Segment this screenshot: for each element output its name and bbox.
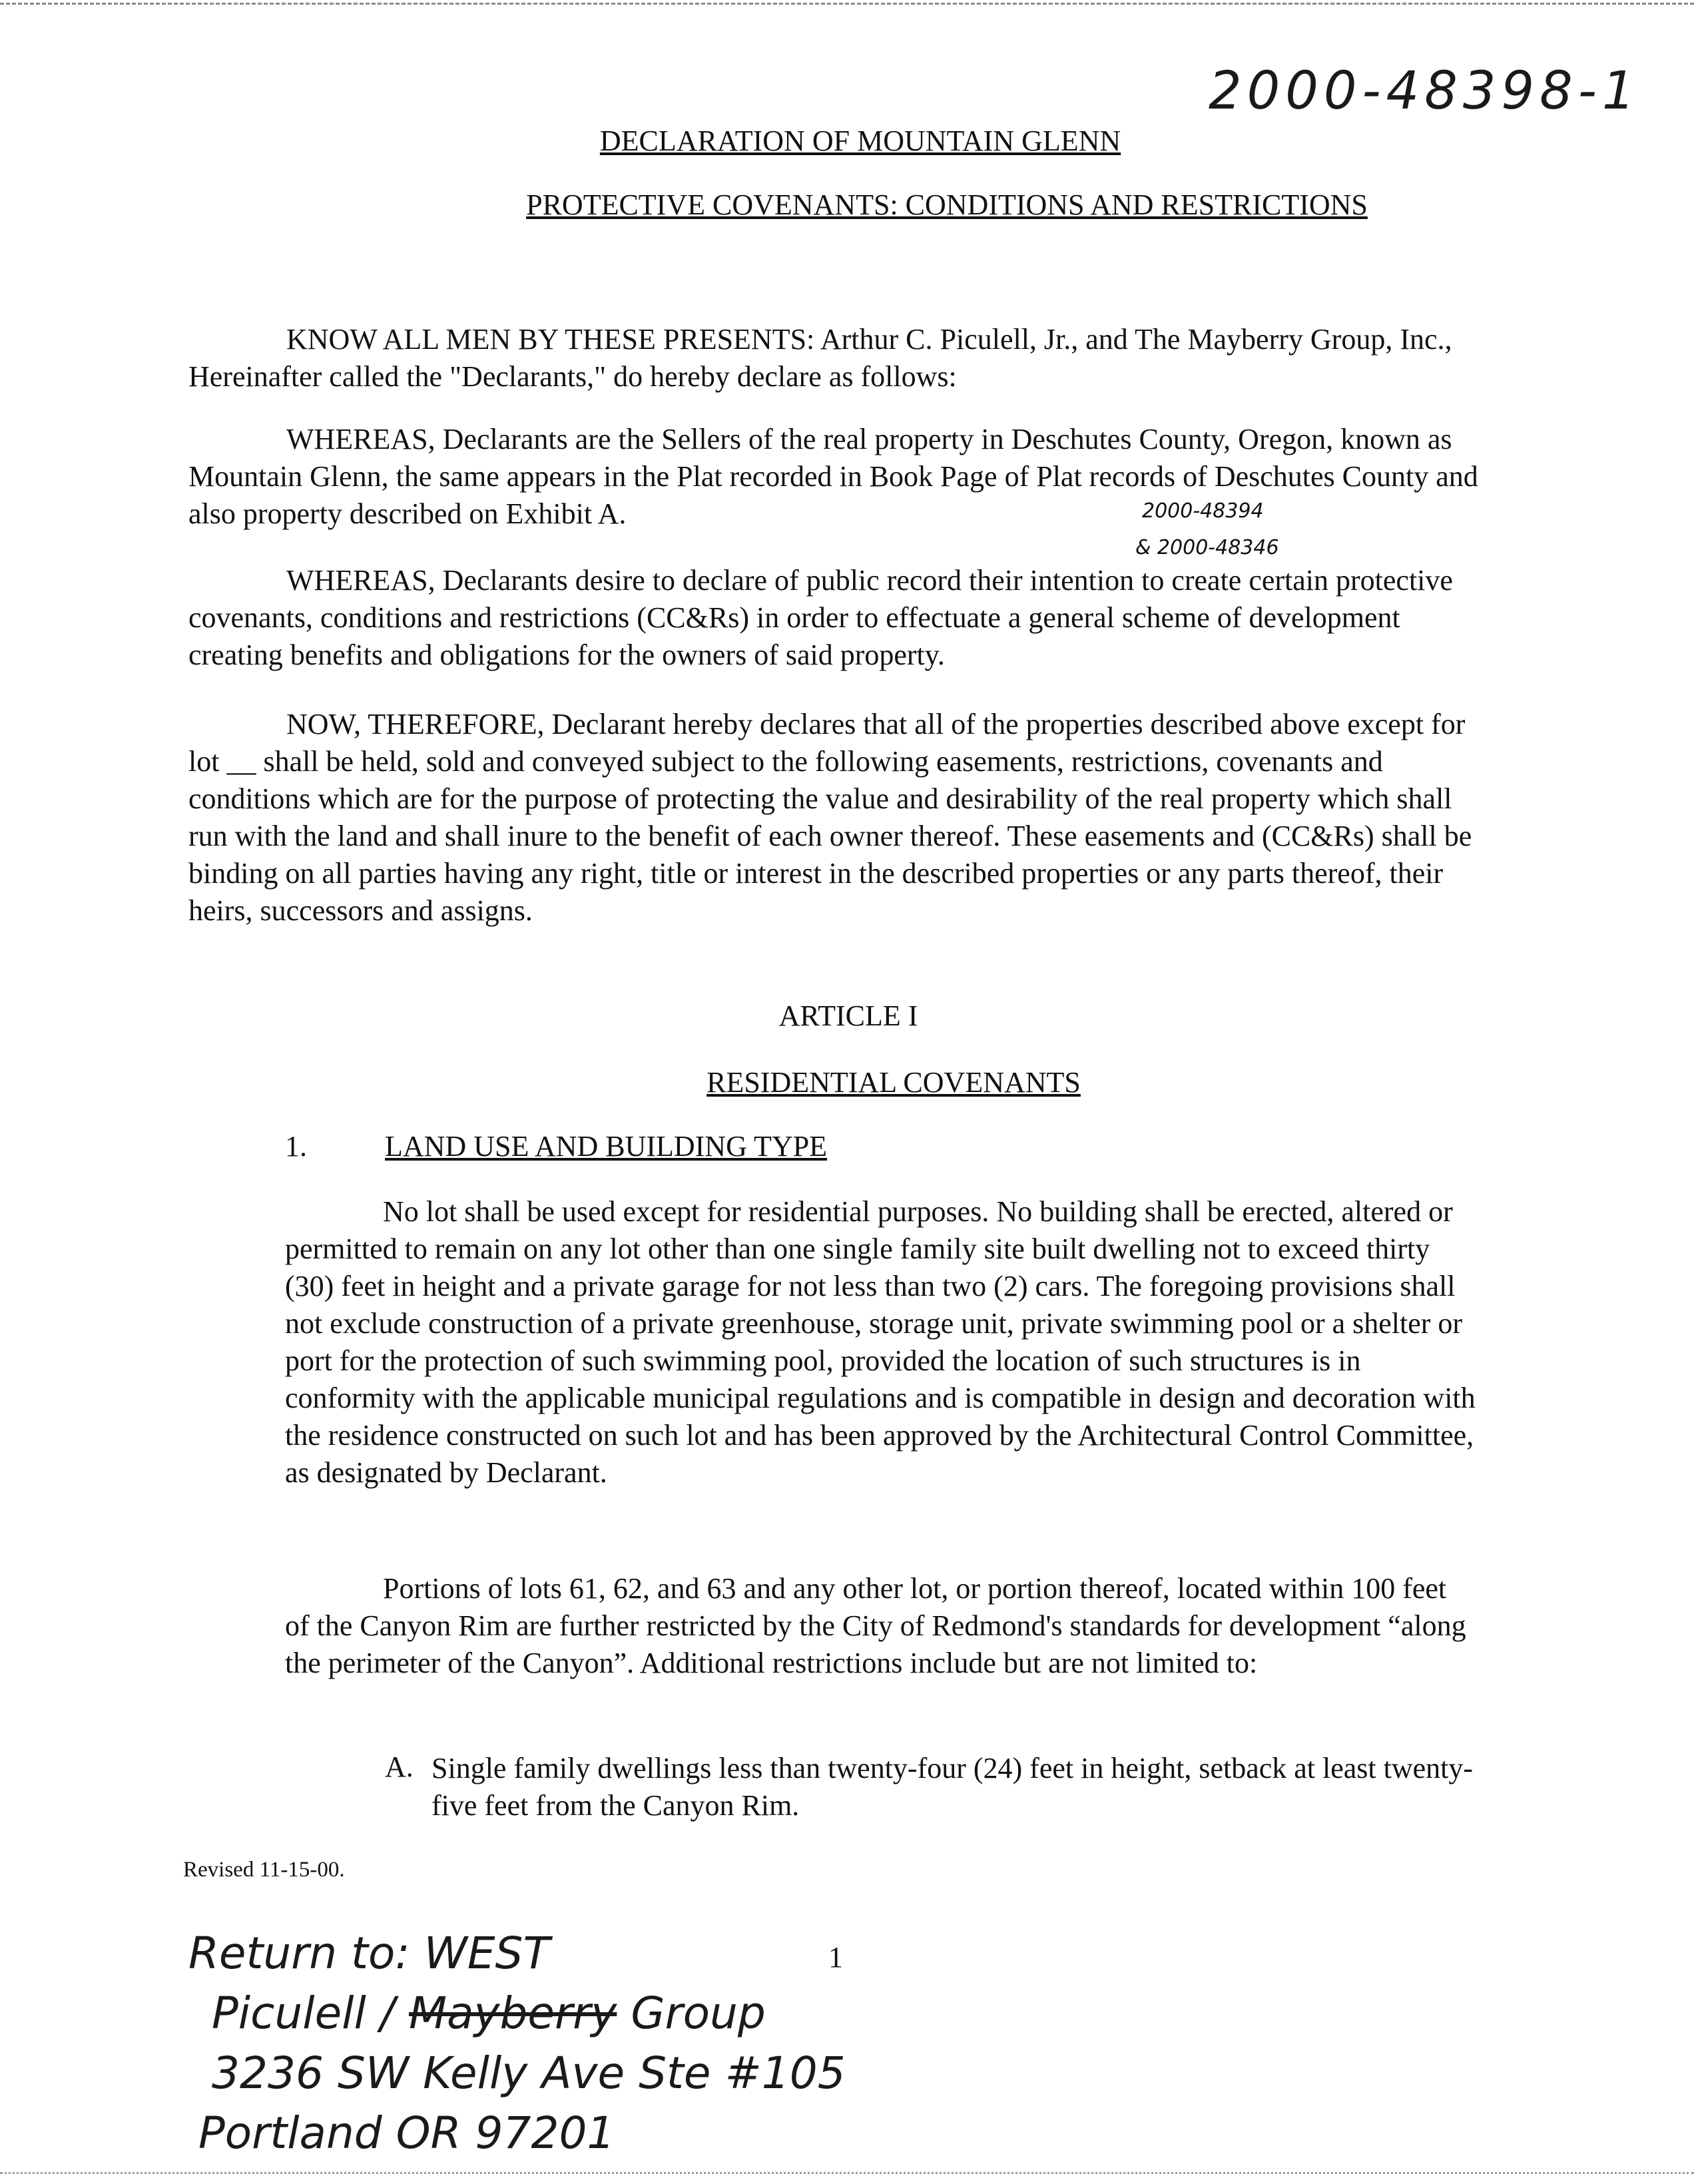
handwritten-exhibit-note-1: 2000-48394 bbox=[1142, 499, 1264, 523]
scan-edge-bottom bbox=[0, 2172, 1694, 2174]
whereas-paragraph-2: WHEREAS, Declarants desire to declare of public record their intention to create certain protective covenants, conditions and restrictions (CC&Rs) in order to effectuate a general scheme of development creating benefits and obligations for the owners of said property. bbox=[188, 564, 1453, 671]
intro-paragraph: KNOW ALL MEN BY THESE PRESENTS: Arthur C. Piculell, Jr., and The Mayberry Group, Inc., Hereinafter called the "Declarants," do hereby declare as follows: bbox=[188, 323, 1452, 393]
article-number: ARTICLE I bbox=[778, 999, 918, 1032]
struck-text: Mayberry bbox=[409, 1988, 617, 2039]
section-number: 1. bbox=[285, 1130, 307, 1163]
whereas-paragraph-1: WHEREAS, Declarants are the Sellers of the real property in Deschutes County, Oregon, known as Mountain Glenn, the same appears in the Plat recorded in Book Page of Plat records of Deschutes County and also property described on Exhibit A. bbox=[188, 423, 1478, 530]
land-use-paragraph: No lot shall be used except for residential purposes. No building shall be erected, altered or permitted to remain on any lot other than one single family site built dwelling not to exceed thirty (30) feet in height and a private garage for not less than two (2) cars. The foregoing provisions shall not exclude construction of a private greenhouse, storage unit, private swimming pool or a shelter or port for the protection of such swimming pool, provided the location of such structures is in conformity with the applicable municipal regulations and is compatible in design and decoration with the residence constructed on such lot and has been approved by the Architectural Control Committee, as designated by Declarant. bbox=[285, 1195, 1476, 1489]
handwritten-exhibit-note-2: & 2000-48346 bbox=[1135, 536, 1279, 559]
list-item: Single family dwellings less than twenty-four (24) feet in height, setback at least twenty-five feet from the Canyon Rim. bbox=[431, 1752, 1474, 1822]
scan-edge-top bbox=[0, 3, 1694, 5]
page-number: 1 bbox=[828, 1941, 843, 1974]
article-title: RESIDENTIAL COVENANTS bbox=[706, 1066, 1081, 1099]
handwritten-document-number: 2000-48398-1 bbox=[1209, 61, 1641, 121]
document-subtitle: PROTECTIVE COVENANTS: CONDITIONS AND RESTRICTIONS bbox=[526, 188, 1368, 221]
return-address-line-1: Return to: WEST bbox=[188, 1928, 550, 1979]
return-address-line-4: Portland OR 97201 bbox=[198, 2107, 615, 2159]
list-item-marker: A. bbox=[385, 1751, 414, 1783]
revision-date: Revised 11-15-00. bbox=[183, 1858, 345, 1882]
return-address-line-2: Piculell / Mayberry Group bbox=[212, 1988, 766, 2039]
canyon-rim-paragraph: Portions of lots 61, 62, and 63 and any other lot, or portion thereof, located within 100 feet of the Canyon Rim are further restricted by the City of Redmond's standards for development “along the perimeter of the Canyon”. Additional restrictions include but are not limited to: bbox=[285, 1572, 1466, 1679]
now-therefore-paragraph: NOW, THEREFORE, Declarant hereby declares that all of the properties described above except for lot __ shall be held, sold and conveyed subject to the following easements, restrictions, covenants and conditions which are for the purpose of protecting the value and desirability of the real property which shall run with the land and shall inure to the benefit of each owner thereof. These easements and (CC&Rs) shall be binding on all parties having any right, title or interest in the described properties or any parts thereof, their heirs, successors and assigns. bbox=[188, 708, 1472, 927]
return-address-line-3: 3236 SW Kelly Ave Ste #105 bbox=[212, 2048, 846, 2099]
document-title: DECLARATION OF MOUNTAIN GLENN bbox=[599, 125, 1121, 157]
section-title: LAND USE AND BUILDING TYPE bbox=[385, 1130, 828, 1163]
